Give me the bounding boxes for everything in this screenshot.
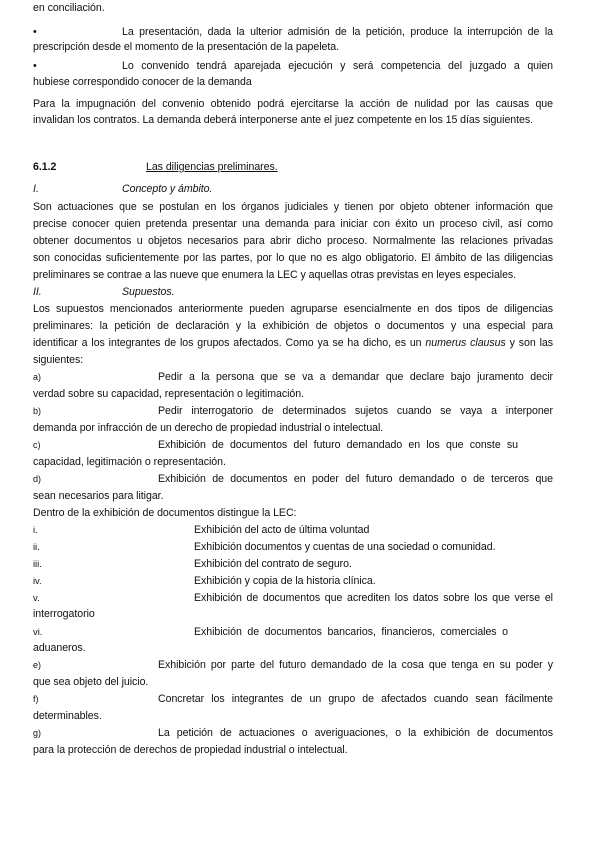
- roman-mark: ii.: [33, 542, 40, 553]
- text-line: precise conocer quien pretenda presentar una demanda para iniciar con éxito un proceso civil, así como: [33, 218, 553, 230]
- text-line: invalidan los contratos. La demanda deberá interponerse ante el juez competente en los 15 días siguientes.: [33, 114, 533, 126]
- list-mark: d): [33, 474, 41, 484]
- list-mark: b): [33, 406, 41, 416]
- text-line: capacidad, legitimación o representación.: [33, 456, 226, 468]
- list-text: Exhibición de documentos en poder del futuro demandado o de terceros que: [158, 473, 553, 485]
- text-line: determinables.: [33, 710, 102, 722]
- text-run-italic: numerus clausus: [425, 337, 506, 349]
- text-line: prescripción desde el momento de la presentación de la papeleta.: [33, 41, 339, 53]
- subheading-title: Supuestos.: [122, 286, 175, 298]
- list-text: Exhibición por parte del futuro demandado de la cosa que tenga en su poder y: [158, 659, 553, 671]
- roman-mark: v.: [33, 593, 40, 604]
- text-line: en conciliación.: [33, 2, 105, 14]
- list-text: Pedir a la persona que se va a demandar que declare bajo juramento decir: [158, 371, 553, 383]
- list-mark: c): [33, 440, 41, 450]
- list-text: Pedir interrogatorio de determinados sujetos cuando se vaya a interponer: [158, 405, 553, 417]
- text-line: Dentro de la exhibición de documentos distingue la LEC:: [33, 507, 297, 519]
- text-line: obtener documentos u objetos necesarios para abrir dicho proceso. Normalmente las relaciones privadas: [33, 235, 553, 247]
- text-line: hubiese correspondido conocer de la demanda: [33, 76, 252, 88]
- roman-mark: i.: [33, 525, 38, 536]
- text-line: Son actuaciones que se postulan en los órganos judiciales y tienen por objeto obtener información que: [33, 201, 553, 213]
- subheading-number: II.: [33, 286, 42, 298]
- text-line: aduaneros.: [33, 642, 86, 654]
- roman-mark: iv.: [33, 576, 42, 587]
- list-mark: a): [33, 372, 41, 382]
- text-line: demanda por infracción de un derecho de propiedad industrial o intelectual.: [33, 422, 384, 434]
- bullet-mark: •: [33, 60, 37, 72]
- text-line: interrogatorio: [33, 608, 95, 620]
- roman-text: Exhibición documentos y cuentas de una sociedad o comunidad.: [194, 541, 496, 553]
- roman-text: Exhibición del acto de última voluntad: [194, 524, 370, 536]
- text-line: preliminares: la petición de declaración y la exhibición de objetos o documentos y una especial para: [33, 320, 553, 332]
- bullet-text: La presentación, dada la ulterior admisión de la petición, produce la interrupción de la: [122, 26, 553, 38]
- roman-text: Exhibición y copia de la historia clínica.: [194, 575, 376, 587]
- roman-mark: vi.: [33, 627, 43, 638]
- list-mark: f): [33, 694, 39, 704]
- bullet-text: Lo convenido tendrá aparejada ejecución y será competencia del juzgado a quien: [122, 60, 553, 72]
- text-line: siguientes:: [33, 354, 84, 366]
- text-line: [33, 337, 553, 350]
- text-line: son conocidas suficientemente por las partes, por lo que no es algo obligatorio. El ámbito de las diligencias: [33, 252, 553, 264]
- roman-text: Exhibición de documentos bancarios, financieros, comerciales o: [194, 626, 508, 638]
- section-number: 6.1.2: [33, 161, 57, 173]
- text-line: para la protección de derechos de propiedad industrial o intelectual.: [33, 744, 348, 756]
- list-mark: e): [33, 660, 41, 670]
- list-text: Concretar los integrantes de un grupo de afectados cuando sean fácilmente: [158, 693, 553, 705]
- bullet-mark: •: [33, 26, 37, 38]
- list-text: La petición de actuaciones o averiguaciones, o la exhibición de documentos: [158, 727, 553, 739]
- roman-text: Exhibición del contrato de seguro.: [194, 558, 352, 570]
- subheading-number: I.: [33, 183, 39, 195]
- text-line: que sea objeto del juicio.: [33, 676, 149, 688]
- text-run: y son las: [509, 337, 553, 349]
- text-run: identificar a los integrantes de los grupos afectados. Como ya se ha dicho, es un: [33, 337, 422, 349]
- text-line: sean necesarios para litigar.: [33, 490, 164, 502]
- text-line: Para la impugnación del convenio obtenido podrá ejercitarse la acción de nulidad por las causas que: [33, 98, 553, 110]
- text-line: preliminares se contrae a las nueve que enumera la LEC y aquellas otras previstas en leyes especiales.: [33, 269, 517, 281]
- list-mark: g): [33, 728, 41, 738]
- list-text: Exhibición de documentos del futuro demandado en los que conste su: [158, 439, 518, 451]
- text-line: Los supuestos mencionados anteriormente pueden agruparse esencialmente en dos tipos de diligencias: [33, 303, 553, 315]
- roman-text: Exhibición de documentos que acrediten los datos sobre los que verse el: [194, 592, 553, 604]
- subheading-title: Concepto y ámbito.: [122, 183, 213, 195]
- roman-mark: iii.: [33, 559, 42, 570]
- subheading: [33, 286, 175, 299]
- text-line: verdad sobre su capacidad, representación o legitimación.: [33, 388, 304, 400]
- section-heading: [33, 161, 278, 174]
- section-title: Las diligencias preliminares.: [146, 161, 278, 173]
- subheading: [33, 183, 213, 196]
